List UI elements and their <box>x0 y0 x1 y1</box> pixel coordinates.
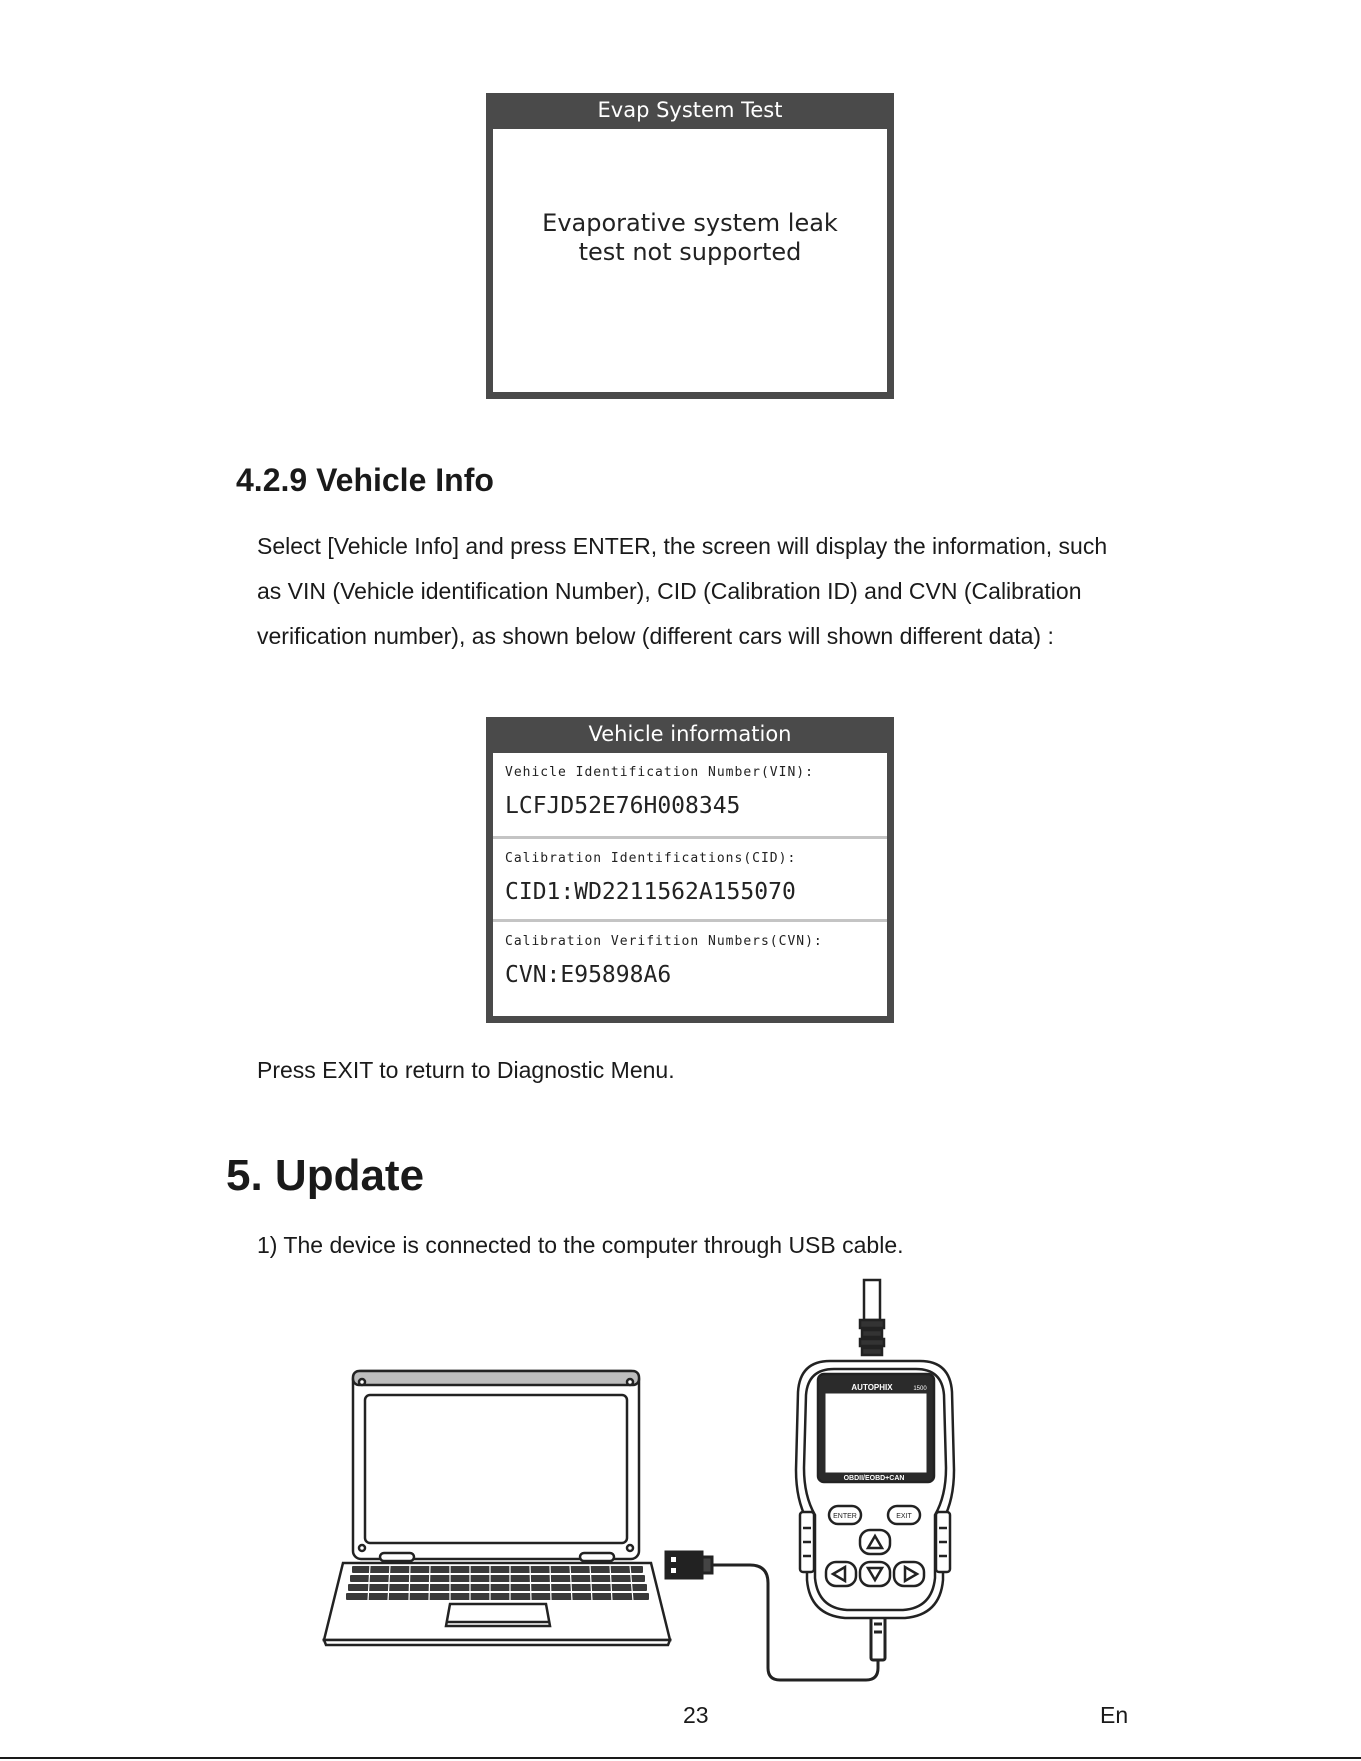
evap-message-line1: Evaporative system leak <box>542 209 838 237</box>
laptop-image <box>324 1371 670 1645</box>
scanner-enter-label: ENTER <box>833 1513 857 1520</box>
footer-rule <box>0 1757 1361 1759</box>
section-heading-vehicle-info: 4.2.9 Vehicle Info <box>236 462 494 498</box>
evap-screen-title: Evap System Test <box>597 98 783 122</box>
scanner-brand-label: AUTOPHIX <box>851 1383 893 1392</box>
scanner-protocol-label: OBDII/EOBD+CAN <box>843 1475 905 1482</box>
vehicle-info-paragraph: Select [Vehicle Info] and press ENTER, the screen will display the information, such as VIN (Vehicle identification Number), CID (Calibration ID) and CVN (Calibration verification number), as shown below (different cars will shown different data) : <box>257 533 1108 649</box>
vin-label: Vehicle Identification Number(VIN): <box>505 765 814 780</box>
scanner-exit-label: EXIT <box>896 1513 912 1520</box>
scanner-device-image <box>796 1280 954 1618</box>
language-label: En <box>1100 1702 1129 1728</box>
scanner-model-label: 1500 <box>913 1386 927 1392</box>
vehicle-screen-title: Vehicle information <box>588 722 792 746</box>
evap-message-line2: test not supported <box>578 238 802 266</box>
cvn-value: CVN:E95898A6 <box>505 962 672 988</box>
page-number: 23 <box>683 1702 709 1728</box>
section-heading-update: 5. Update <box>226 1151 425 1200</box>
update-step-1: 1) The device is connected to the computer through USB cable. <box>257 1232 904 1258</box>
cvn-label: Calibration Verifition Numbers(CVN): <box>505 934 823 949</box>
vin-value: LCFJD52E76H008345 <box>505 793 741 819</box>
cid-value: CID1:WD2211562A155070 <box>505 879 796 905</box>
exit-note: Press EXIT to return to Diagnostic Menu. <box>257 1057 675 1083</box>
cid-label: Calibration Identifications(CID): <box>505 851 797 866</box>
